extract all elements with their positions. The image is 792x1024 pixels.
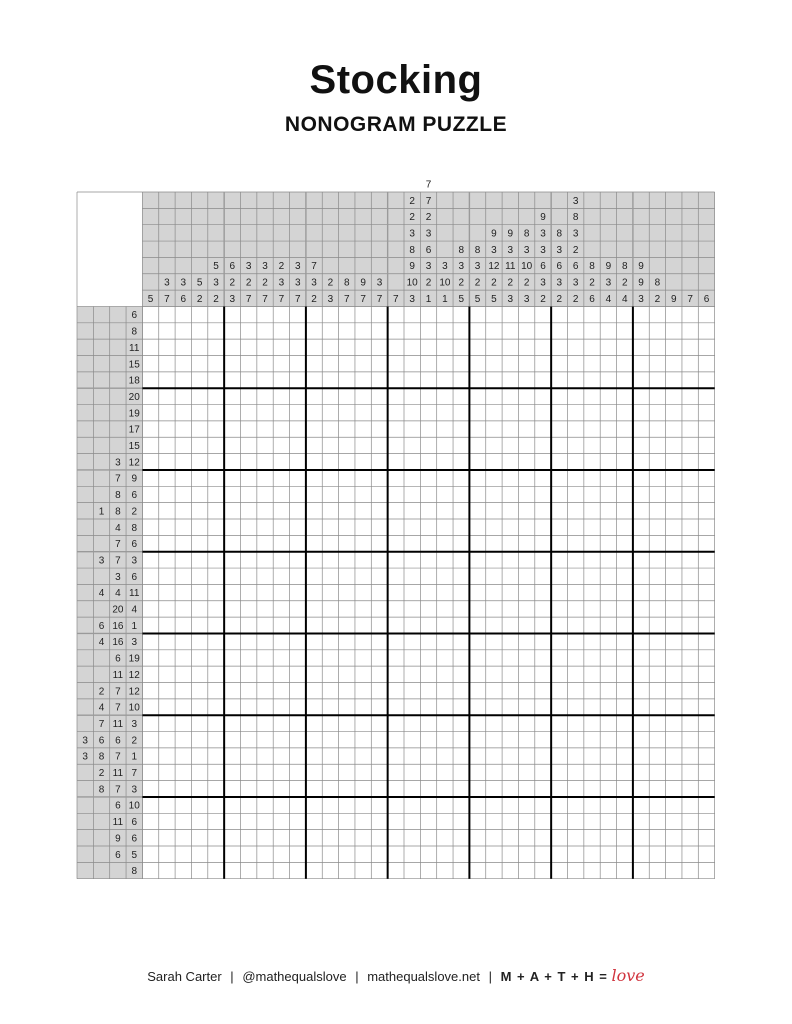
row-clue-number: 2 [131, 506, 138, 518]
row-clue-number: 4 [115, 588, 121, 600]
column-clue-number: 3 [605, 277, 612, 289]
column-clue-number: 6 [180, 293, 187, 305]
column-clue-number: 7 [425, 195, 432, 207]
column-clue-number: 2 [523, 277, 530, 289]
row-clue-number: 6 [131, 310, 138, 322]
column-clue-number: 6 [572, 261, 579, 273]
column-clue-number: 2 [327, 277, 334, 289]
row-clue-number: 10 [128, 702, 140, 714]
column-clue-number: 3 [556, 244, 563, 256]
column-clue-number: 4 [605, 293, 612, 305]
column-clue-number: 3 [229, 293, 236, 305]
column-clue-number: 3 [180, 277, 187, 289]
column-clue-number: 2 [556, 293, 563, 305]
row-clue-number: 2 [131, 735, 138, 747]
row-clue-number: 6 [131, 571, 138, 583]
row-clue-number: 11 [129, 588, 140, 600]
row-clue-number: 16 [112, 620, 124, 632]
row-clue-number: 1 [98, 506, 105, 518]
column-clue-number: 8 [572, 212, 579, 224]
column-clue-number: 8 [556, 228, 563, 240]
column-clue-number: 3 [474, 261, 481, 273]
column-clue-number: 10 [439, 277, 451, 289]
column-clue-number: 11 [505, 261, 516, 273]
column-clue-number: 7 [278, 293, 285, 305]
row-clue-number: 3 [82, 735, 88, 747]
column-clue-number: 3 [442, 261, 448, 273]
column-clue-number: 8 [458, 244, 465, 256]
footer-separator: | [355, 969, 359, 984]
row-clue-number: 2 [98, 768, 105, 780]
row-clue-number: 6 [131, 833, 138, 845]
column-clue-number: 3 [262, 261, 268, 273]
row-clue-number: 7 [115, 702, 121, 714]
column-clue-number: 2 [507, 277, 514, 289]
column-clue-number: 6 [589, 293, 595, 305]
row-clue-number: 8 [131, 326, 138, 338]
column-clue-number: 9 [540, 212, 546, 224]
column-clue-number: 5 [147, 293, 154, 305]
column-clue-number: 3 [540, 244, 546, 256]
row-clue-number: 1 [131, 620, 138, 632]
page-subtitle: NONOGRAM PUZZLE [284, 113, 508, 136]
row-clue-number: 7 [115, 473, 121, 485]
column-clue-number: 3 [294, 261, 301, 273]
row-clue-number: 6 [115, 800, 121, 812]
column-clue-number: 3 [409, 228, 415, 240]
row-clue-number: 4 [98, 637, 105, 649]
footer-love-logo: love [611, 966, 645, 985]
row-clue-number: 8 [131, 866, 138, 878]
column-clue-number: 1 [425, 293, 432, 305]
column-clue-number: 2 [458, 277, 465, 289]
column-clue-number: 2 [196, 293, 203, 305]
column-clue-number: 3 [164, 277, 170, 289]
column-clue-number: 5 [196, 277, 203, 289]
column-clue-number: 8 [621, 261, 628, 273]
footer-brand: M + A + T + H = [500, 969, 608, 984]
column-clue-number: 3 [278, 277, 285, 289]
row-clue-number: 3 [131, 637, 138, 649]
row-clue-number: 1 [131, 751, 138, 763]
row-clue-number: 3 [131, 555, 138, 567]
column-clue-number: 3 [507, 293, 514, 305]
column-clue-number: 2 [572, 293, 579, 305]
row-clue-number: 3 [131, 718, 138, 730]
row-clue-number: 17 [128, 424, 140, 436]
footer-separator: | [230, 969, 234, 984]
row-clue-number: 18 [128, 375, 140, 387]
row-clue-number: 8 [115, 490, 121, 502]
column-clue-number: 6 [425, 244, 432, 256]
row-clue-number: 8 [98, 751, 105, 763]
row-clue-number: 15 [128, 441, 140, 453]
row-clue-number: 15 [128, 359, 140, 371]
column-clue-number: 7 [311, 261, 317, 273]
row-clue-number: 12 [128, 457, 140, 469]
row-clue-number: 3 [98, 555, 105, 567]
row-clue-number: 6 [98, 620, 105, 632]
column-clue-number: 2 [474, 277, 481, 289]
row-clue-number: 19 [128, 653, 140, 665]
column-clue-number: 2 [229, 277, 236, 289]
column-clue-number: 3 [409, 293, 415, 305]
row-clue-number: 11 [112, 768, 124, 780]
column-clue-number: 3 [523, 293, 530, 305]
column-clue-number: 3 [294, 277, 301, 289]
row-clue-number: 6 [115, 735, 121, 747]
column-clue-number: 8 [474, 244, 481, 256]
column-clue-number: 7 [376, 293, 383, 305]
row-clue-number: 7 [115, 539, 121, 551]
row-clue-number: 4 [98, 702, 105, 714]
row-clue-number: 4 [98, 588, 105, 600]
row-clue-number: 9 [131, 473, 138, 485]
row-clue-number: 7 [98, 718, 105, 730]
column-clue-number: 7 [164, 293, 170, 305]
column-clue-number: 3 [311, 277, 317, 289]
column-clue-number: 5 [213, 261, 219, 273]
column-clue-number: 2 [572, 244, 579, 256]
page-title: Stocking [309, 58, 483, 102]
column-clue-number: 3 [540, 228, 546, 240]
column-clue-number: 12 [488, 261, 500, 273]
column-clue-number: 3 [245, 261, 252, 273]
column-clue-number: 8 [654, 277, 661, 289]
column-clue-number: 7 [294, 293, 301, 305]
column-clue-number: 3 [213, 277, 219, 289]
column-clue-number: 2 [589, 277, 595, 289]
row-clue-number: 20 [128, 391, 140, 403]
column-clue-number: 3 [572, 277, 579, 289]
row-clue-number: 6 [131, 490, 138, 502]
column-clue-number: 9 [605, 261, 612, 273]
column-clue-number: 3 [376, 277, 383, 289]
column-clue-number: 3 [572, 195, 579, 207]
column-clue-number: 9 [670, 293, 677, 305]
column-clue-number: 8 [589, 261, 595, 273]
footer [0, 966, 792, 985]
row-clue-number: 3 [82, 751, 88, 763]
column-clue-number: 6 [540, 261, 546, 273]
row-clue-number: 11 [112, 718, 124, 730]
column-clue-number: 3 [327, 293, 334, 305]
row-clue-number: 5 [131, 849, 138, 861]
column-clue-number: 2 [311, 293, 317, 305]
row-clue-number: 10 [128, 800, 140, 812]
row-clue-number: 6 [115, 849, 121, 861]
row-clue-number: 3 [131, 784, 138, 796]
row-clue-number: 11 [112, 817, 124, 829]
footer-handle: @mathequalslove [242, 969, 347, 984]
column-clue-number: 9 [491, 228, 497, 240]
column-clue-number: 3 [540, 277, 546, 289]
column-clue-number: 3 [458, 261, 465, 273]
column-clue-number: 2 [213, 293, 219, 305]
column-clue-number: 7 [262, 293, 268, 305]
column-clue-number: 8 [409, 244, 415, 256]
column-clue-number: 10 [406, 277, 418, 289]
column-clue-number: 2 [409, 195, 415, 207]
column-clue-number: 9 [360, 277, 366, 289]
row-clue-number: 9 [115, 833, 121, 845]
row-clue-number: 3 [115, 571, 121, 583]
column-clue-number: 6 [229, 261, 236, 273]
column-clue-number: 3 [556, 277, 563, 289]
column-clue-number: 2 [654, 293, 661, 305]
row-clue-number: 3 [115, 457, 121, 469]
row-clue-number: 11 [112, 669, 124, 681]
column-clue-number: 9 [409, 261, 415, 273]
column-clue-number: 2 [409, 212, 415, 224]
column-clue-number: 7 [687, 293, 693, 305]
column-clue-number: 5 [491, 293, 497, 305]
column-clue-number: 3 [523, 244, 530, 256]
footer-author: Sarah Carter [147, 969, 222, 984]
column-clue-number: 4 [621, 293, 628, 305]
column-clue-number: 2 [278, 261, 285, 273]
footer-website: mathequalslove.net [367, 969, 480, 984]
row-clue-number: 8 [115, 506, 121, 518]
row-clue-number: 7 [131, 768, 138, 780]
row-clue-number: 2 [98, 686, 105, 698]
column-clue-number: 6 [703, 293, 710, 305]
column-clue-number: 7 [360, 293, 366, 305]
column-clue-number: 9 [507, 228, 514, 240]
column-clue-number: 2 [491, 277, 497, 289]
column-clue-number: 8 [343, 277, 350, 289]
row-clue-number: 7 [115, 555, 121, 567]
row-clue-number: 7 [115, 784, 121, 796]
column-clue-number: 7 [343, 293, 350, 305]
row-clue-number: 19 [128, 408, 140, 420]
column-clue-number: 2 [425, 277, 432, 289]
row-clue-number: 7 [115, 751, 121, 763]
column-clue-number: 10 [521, 261, 533, 273]
column-clue-number: 5 [474, 293, 481, 305]
row-clue-number: 7 [115, 686, 121, 698]
column-clue-number: 2 [540, 293, 546, 305]
column-clue-number: 6 [556, 261, 563, 273]
column-clue-number: 2 [262, 277, 268, 289]
column-clue-number: 5 [458, 293, 465, 305]
column-clue-number: 8 [523, 228, 530, 240]
row-clue-number: 6 [131, 817, 138, 829]
column-clue-number: 2 [425, 212, 432, 224]
column-clue-number: 7 [393, 293, 399, 305]
row-clue-number: 8 [131, 522, 138, 534]
column-clue-number: 2 [621, 277, 628, 289]
column-clue-number: 9 [638, 261, 644, 273]
column-clue-number: 3 [425, 228, 432, 240]
row-clue-number: 11 [129, 342, 140, 354]
column-clue-number: 3 [491, 244, 497, 256]
row-clue-number: 12 [128, 669, 140, 681]
column-clue-number: 3 [572, 228, 579, 240]
row-clue-number: 6 [115, 653, 121, 665]
row-clue-number: 16 [112, 637, 124, 649]
column-clue-number: 7 [245, 293, 252, 305]
row-clue-number: 6 [131, 539, 138, 551]
row-clue-number: 6 [98, 735, 105, 747]
footer-separator: | [488, 969, 492, 984]
column-clue-number: 3 [638, 293, 644, 305]
row-clue-number: 4 [115, 522, 121, 534]
row-clue-number: 4 [131, 604, 138, 616]
column-clue-number: 1 [442, 293, 448, 305]
column-clue-number: 3 [507, 244, 514, 256]
column-clue-number: 3 [425, 261, 432, 273]
column-clue-number: 9 [638, 277, 644, 289]
row-clue-number: 20 [112, 604, 124, 616]
column-clue-number: 7 [425, 179, 432, 191]
row-clue-number: 12 [128, 686, 140, 698]
row-clue-number: 8 [98, 784, 105, 796]
column-clue-number: 2 [245, 277, 252, 289]
